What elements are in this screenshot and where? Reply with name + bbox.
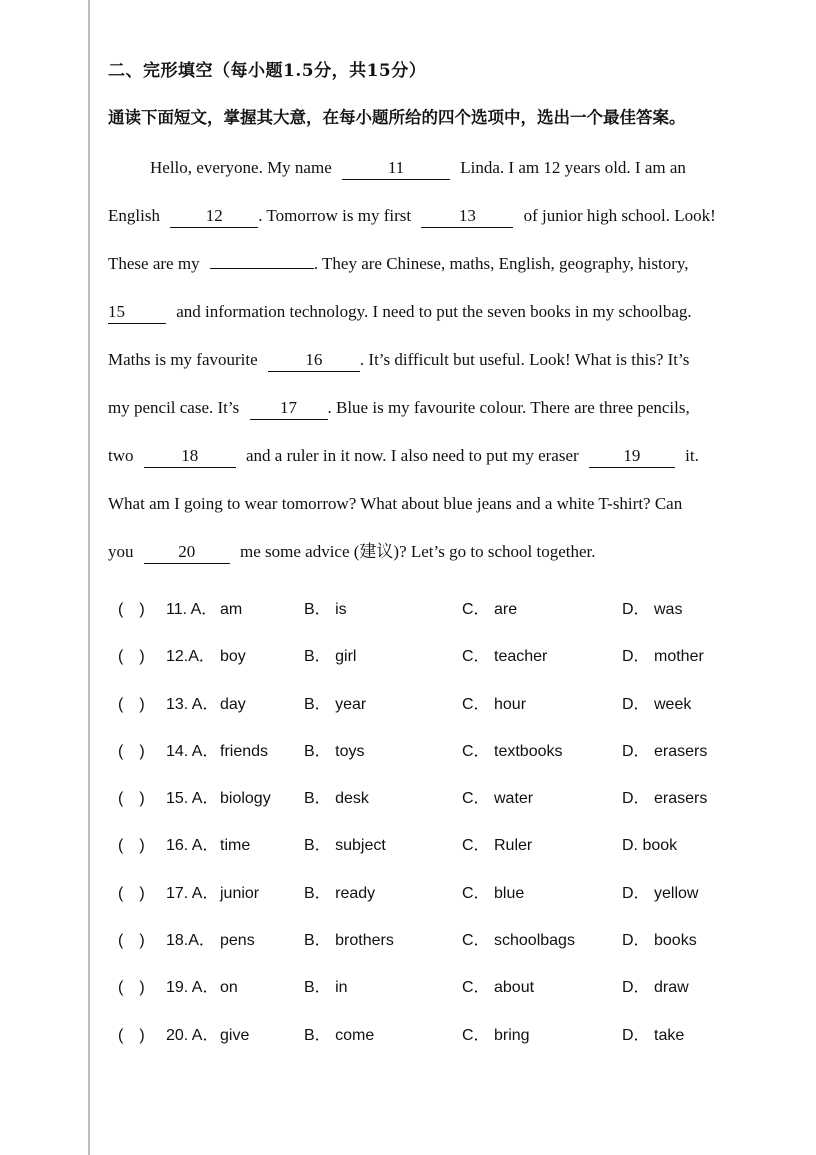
cloze-passage — [108, 148, 748, 580]
option-c: C． textbooks — [462, 742, 563, 760]
question-number: 20. A． — [166, 1026, 219, 1044]
answer-bracket[interactable]: ( ) — [118, 837, 145, 855]
option-d: D． books — [622, 932, 697, 950]
blank-17[interactable]: 17 — [250, 397, 328, 420]
option-c: C． about — [462, 979, 535, 997]
answer-options — [118, 590, 758, 1063]
question-19 — [118, 968, 758, 1015]
question-14 — [118, 732, 758, 779]
question-number: 13. A． — [166, 695, 219, 713]
blank-11[interactable]: 11 — [342, 157, 450, 180]
answer-bracket[interactable]: ( ) — [118, 695, 145, 713]
question-16 — [118, 826, 758, 873]
blank-16[interactable]: 16 — [268, 349, 360, 372]
question-18 — [118, 921, 758, 968]
option-a: biology — [220, 790, 271, 808]
passage-line-7: two 18 and a ruler in it now. I also need to put my eraser 19 it. — [108, 436, 748, 484]
question-20 — [118, 1016, 758, 1063]
passage-line-9: you 20 me some advice (建议)? Let’s go to school together. — [108, 532, 748, 580]
option-d: D． was — [622, 601, 683, 618]
option-b: B． girl — [304, 648, 357, 666]
option-d: D． mother — [622, 648, 704, 666]
question-12 — [118, 637, 758, 684]
blank-19[interactable]: 19 — [589, 445, 675, 468]
blank-15[interactable]: 15 — [108, 301, 166, 324]
blank-18[interactable]: 18 — [144, 445, 236, 468]
passage-line-1: Hello, everyone. My name 11 Linda. I am 12 years old. I am an — [108, 148, 748, 196]
option-d: D. book — [622, 837, 678, 855]
option-a: on — [220, 979, 238, 997]
question-number: 11. A． — [166, 601, 218, 618]
option-b: B． come — [304, 1026, 375, 1044]
passage-line-8: What am I going to wear tomorrow? What about blue jeans and a white T-shirt? Can — [108, 494, 683, 513]
question-number: 19. A． — [166, 979, 219, 997]
option-b: B． year — [304, 695, 367, 713]
blank-13[interactable]: 13 — [421, 205, 513, 228]
option-d: D． week — [622, 695, 692, 713]
option-b: B． is — [304, 601, 347, 618]
option-c: C． bring — [462, 1026, 530, 1044]
question-number: 15. A． — [166, 790, 219, 808]
passage-line-6: my pencil case. It’s 17 . Blue is my favourite colour. There are three pencils, — [108, 388, 748, 436]
answer-bracket[interactable]: ( ) — [118, 979, 145, 997]
blank-12[interactable]: 12 — [170, 205, 258, 228]
section-title: 二、完形填空（每小题1.5分，共15分） — [108, 61, 427, 81]
option-d: D． draw — [622, 979, 689, 997]
option-a: time — [220, 837, 251, 855]
option-c: C． Ruler — [462, 837, 533, 855]
question-11 — [118, 590, 758, 637]
answer-bracket[interactable]: ( ) — [118, 601, 145, 618]
question-17 — [118, 874, 758, 921]
passage-line-4: 15 and information technology. I need to put the seven books in my schoolbag. — [108, 292, 748, 340]
answer-bracket[interactable]: ( ) — [118, 884, 145, 902]
option-c: C． water — [462, 790, 534, 808]
question-number: 14. A． — [166, 742, 219, 760]
option-b: B． brothers — [304, 932, 394, 950]
answer-bracket[interactable]: ( ) — [118, 1026, 145, 1044]
option-a: am — [220, 601, 243, 618]
option-a: friends — [220, 742, 269, 760]
answer-bracket[interactable]: ( ) — [118, 648, 145, 666]
option-b: B． desk — [304, 790, 369, 808]
option-d: D． yellow — [622, 884, 699, 902]
option-a: boy — [220, 648, 246, 666]
binding-margin-line — [88, 0, 90, 1155]
option-a: give — [220, 1026, 250, 1044]
option-a: junior — [220, 884, 260, 902]
question-number: 12.A． — [166, 648, 215, 666]
answer-bracket[interactable]: ( ) — [118, 790, 145, 808]
option-c: C． schoolbags — [462, 932, 575, 950]
answer-bracket[interactable]: ( ) — [118, 742, 145, 760]
question-15 — [118, 779, 758, 826]
option-c: C． teacher — [462, 648, 548, 666]
option-a: pens — [220, 932, 255, 950]
passage-line-2: English 12 . Tomorrow is my first 13 of junior high school. Look! — [108, 196, 748, 244]
answer-bracket[interactable]: ( ) — [118, 932, 145, 950]
section-instruction: 通读下面短文，掌握其大意，在每小题所给的四个选项中，选出一个最佳答案。 — [108, 108, 686, 127]
option-d: D． take — [622, 1026, 685, 1044]
option-b: B． toys — [304, 742, 365, 760]
question-number: 16. A． — [166, 837, 219, 855]
option-c: C． blue — [462, 884, 525, 902]
option-b: B． in — [304, 979, 348, 997]
blank-20[interactable]: 20 — [144, 541, 230, 564]
question-13 — [118, 685, 758, 732]
option-b: B． ready — [304, 884, 376, 902]
question-number: 17. A． — [166, 884, 219, 902]
passage-line-3: These are my . They are Chinese, maths, English, geography, history, — [108, 254, 689, 273]
option-c: C． hour — [462, 695, 527, 713]
question-number: 18.A． — [166, 932, 215, 950]
option-a: day — [220, 695, 246, 713]
blank-14[interactable] — [210, 268, 314, 269]
option-b: B． subject — [304, 837, 386, 855]
option-d: D． erasers — [622, 742, 708, 760]
passage-line-5: Maths is my favourite 16 . It’s difficult but useful. Look! What is this? It’s — [108, 340, 748, 388]
option-d: D． erasers — [622, 790, 708, 808]
option-c: C． are — [462, 601, 518, 618]
